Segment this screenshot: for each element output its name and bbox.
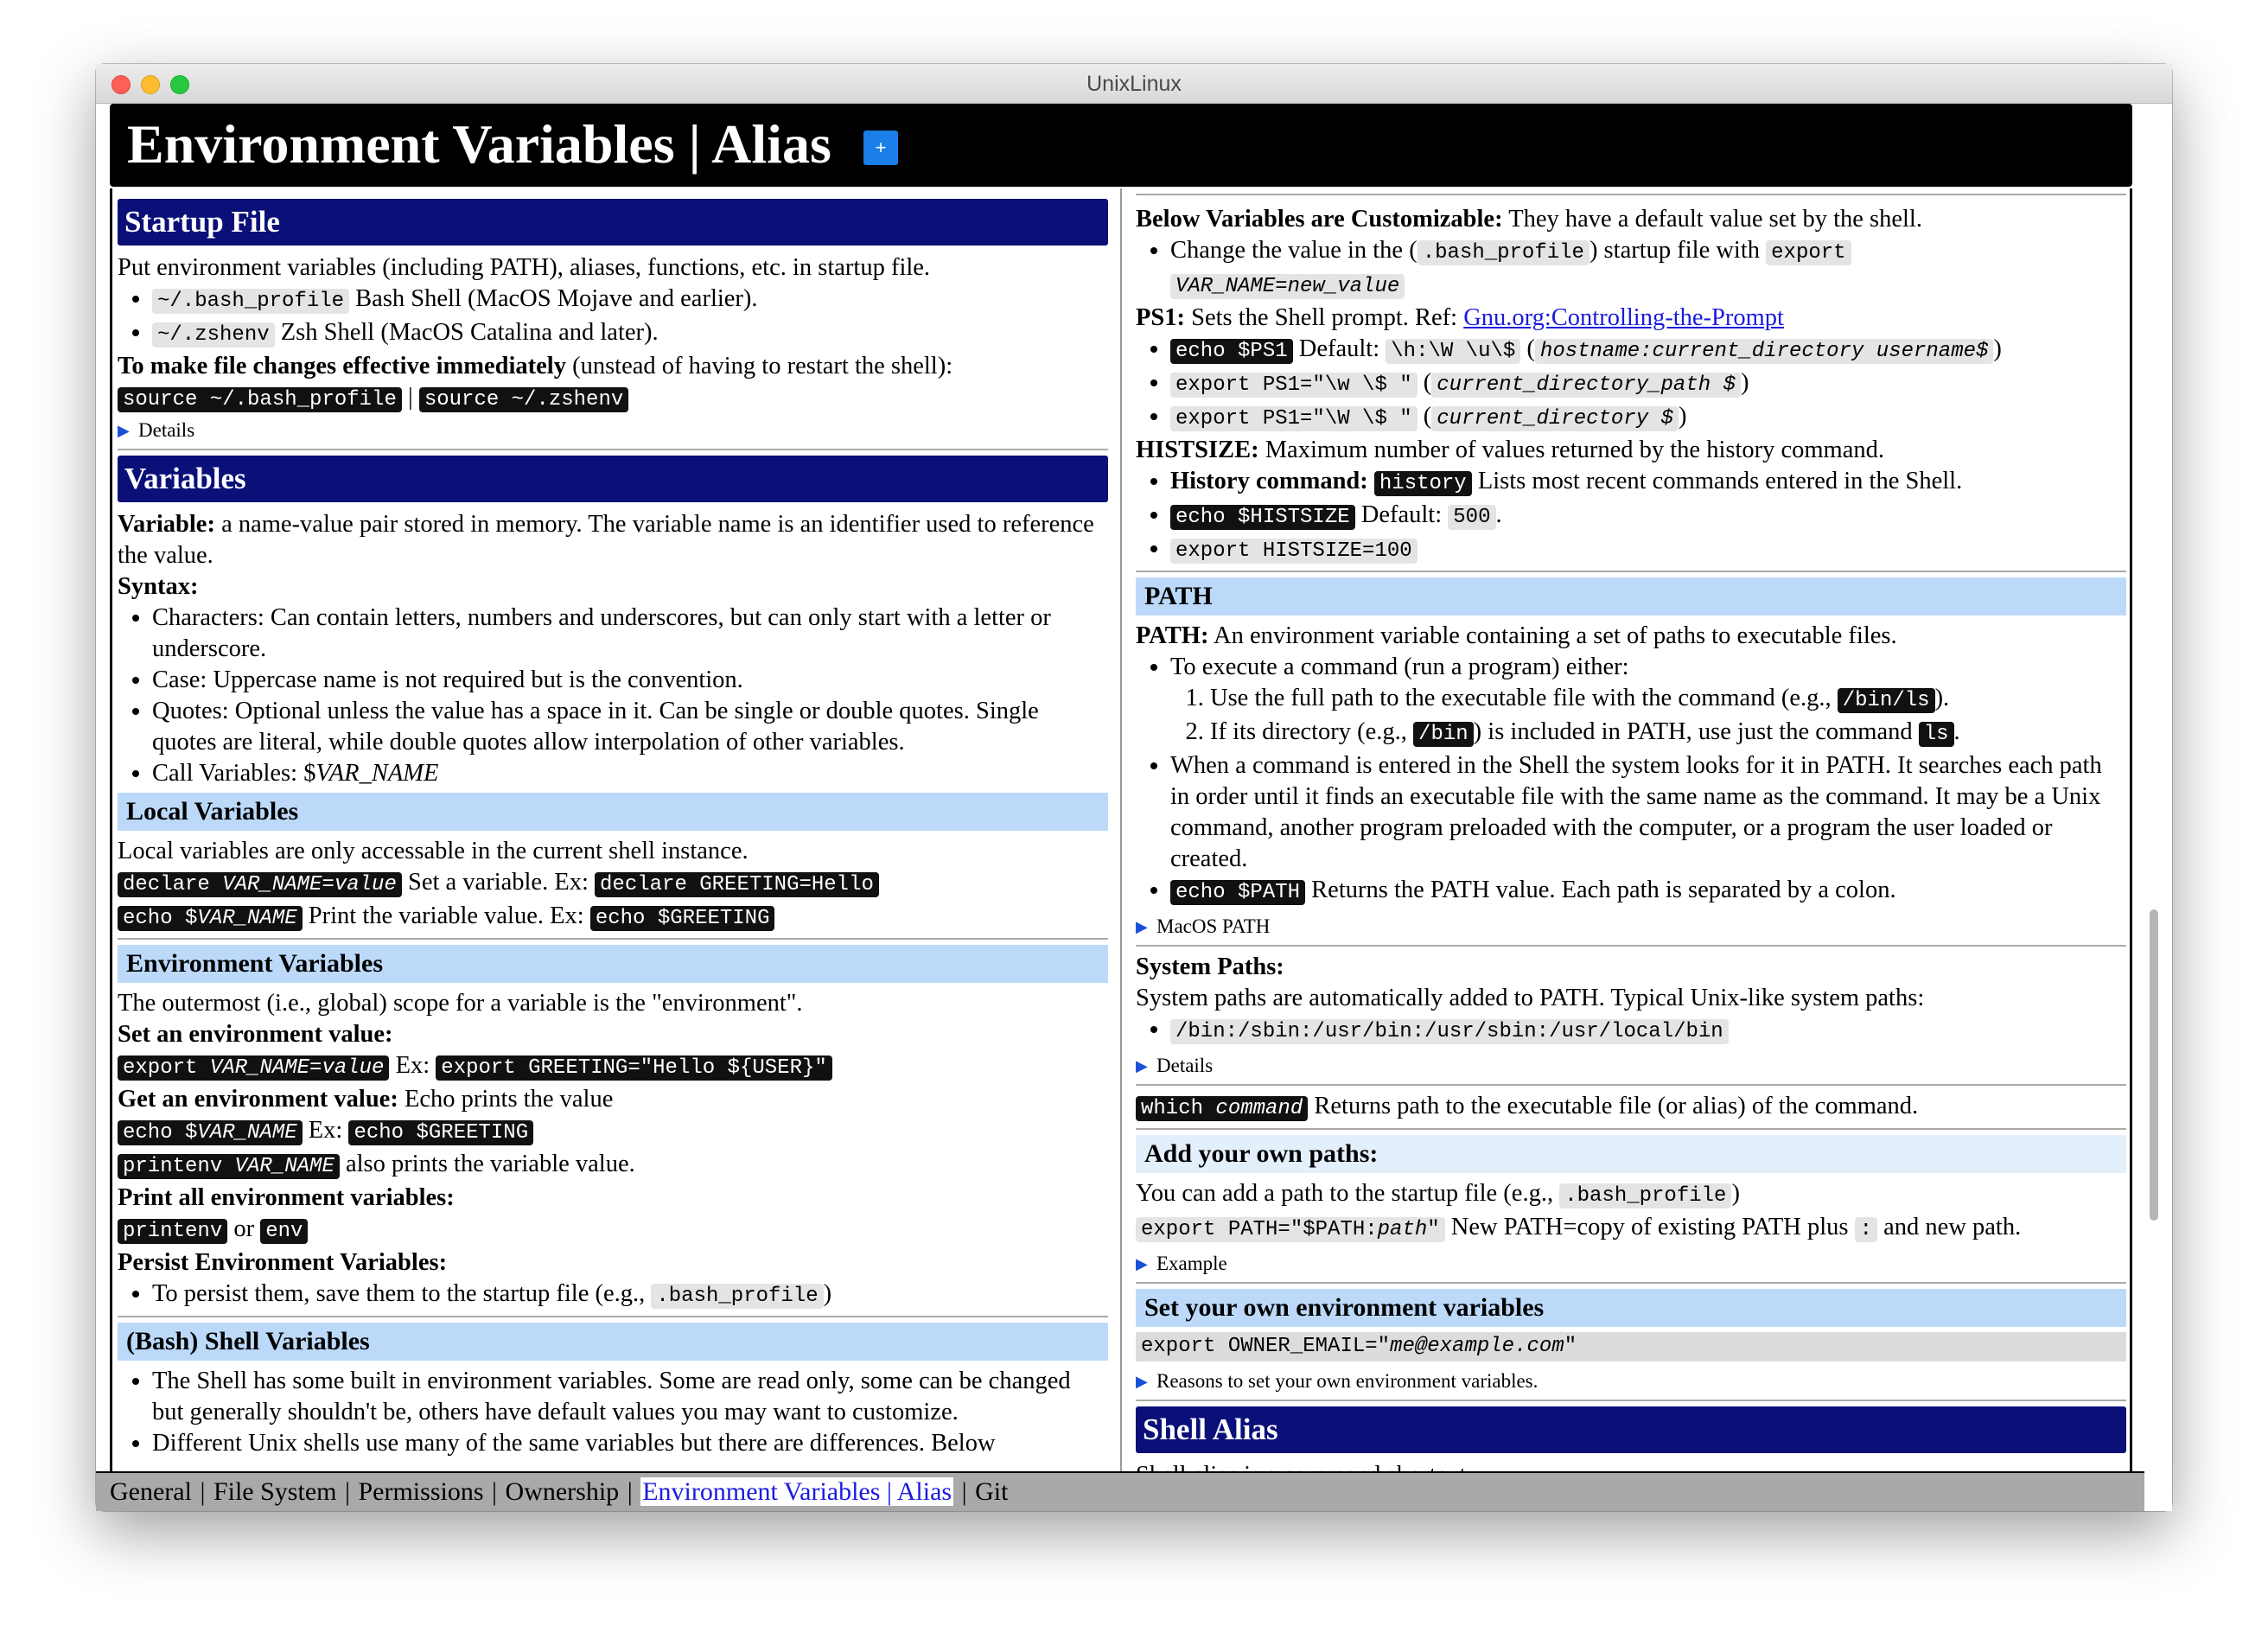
divider xyxy=(1136,1128,2126,1130)
list-item: • export PS1="\W \$ " ( current_directory $ ) xyxy=(1170,401,2126,435)
code-snippet: export HISTSIZE=100 xyxy=(1170,539,1418,564)
command-snippet: which command xyxy=(1136,1096,1308,1121)
divider xyxy=(1136,1400,2126,1401)
code-snippet: ~/.bash_profile xyxy=(152,289,349,314)
printenv-line: printenv VAR_NAME also prints the variable value. xyxy=(118,1149,1108,1183)
section-heading-startup-file: Startup File xyxy=(118,199,1108,246)
persist-label: Persist Environment Variables: xyxy=(118,1249,448,1276)
divider xyxy=(1136,194,2126,195)
exec-steps xyxy=(1170,683,2126,750)
list-item: • Call Variables: $VAR_NAME xyxy=(152,758,1108,789)
command-snippet: /bin/ls xyxy=(1838,688,1935,713)
system-paths-list xyxy=(1136,1014,2126,1048)
command-snippet: printenv VAR_NAME xyxy=(118,1154,340,1179)
left-column xyxy=(118,194,1108,1459)
two-column-layout xyxy=(110,188,2132,1471)
disclosure-triangle-icon: ▶ xyxy=(1136,1057,1148,1075)
gnu-prompt-link[interactable]: Gnu.org:Controlling-the-Prompt xyxy=(1463,304,1784,331)
list-item: • Change the value in the ( .bash_profile ) startup file with export VAR_NAME=new_value xyxy=(1170,235,2126,303)
nav-separator: | xyxy=(961,1477,967,1506)
command-snippet: printenv xyxy=(118,1219,227,1244)
divider xyxy=(1136,1084,2126,1086)
variable-definition: Variable: a name-value pair stored in memory. The variable name is an identifier used to reference the value. xyxy=(118,511,1094,569)
command-snippet: history xyxy=(1374,471,1472,496)
list-item: • To execute a command (run a program) either: 1. Use the full path to the executable file with the command (e.g., /bin/ls ). 2. If its directory (e.g., /bin ) is included in PATH, use just the command ls . xyxy=(1170,652,2126,750)
list-item: • To persist them, save them to the startup file (e.g., .bash_profile ) xyxy=(152,1279,1108,1312)
disclosure-triangle-icon: ▶ xyxy=(1136,1373,1148,1390)
section-heading-variables: Variables xyxy=(118,456,1108,502)
code-snippet: hostname:current_directory username$ xyxy=(1535,339,1993,364)
code-snippet: .bash_profile xyxy=(1418,240,1590,265)
command-snippet: export VAR_NAME=value xyxy=(118,1055,389,1081)
code-snippet: .bash_profile xyxy=(651,1284,823,1309)
code-snippet: current_directory_path $ xyxy=(1431,373,1741,398)
subsection-heading-own-env-vars: Set your own environment variables xyxy=(1136,1289,2126,1327)
effective-note: To make file changes effective immediately (unstead of having to restart the shell): xyxy=(118,353,953,379)
close-window-button[interactable] xyxy=(111,75,131,94)
subsection-heading-local-variables: Local Variables xyxy=(118,793,1108,831)
system-paths-label: System Paths: xyxy=(1136,953,1284,980)
local-intro: Local variables are only accessable in the current shell instance. xyxy=(118,838,749,864)
command-snippet: /bin xyxy=(1413,722,1474,747)
histsize-description: HISTSIZE: Maximum number of values returned by the history command. xyxy=(1136,437,1885,463)
print-all-label: Print all environment variables: xyxy=(118,1184,455,1211)
path-description: PATH: An environment variable containing a set of paths to executable files. xyxy=(1136,622,1897,649)
page-title: Environment Variables | Alias xyxy=(127,113,831,175)
minimize-window-button[interactable] xyxy=(141,75,160,94)
nav-item-permissions[interactable]: Permissions xyxy=(358,1477,484,1506)
command-snippet: echo $GREETING xyxy=(590,906,775,931)
list-item: • Different Unix shells use many of the same variables but there are differences. Below xyxy=(152,1428,1108,1459)
subsection-heading-shell-variables: (Bash) Shell Variables xyxy=(118,1323,1108,1361)
details-toggle[interactable]: ▶ Reasons to set your own environment variables. xyxy=(1136,1367,2126,1396)
code-snippet: export xyxy=(1766,240,1851,265)
command-snippet: echo $HISTSIZE xyxy=(1170,505,1355,530)
command-snippet: echo $PATH xyxy=(1170,880,1305,905)
command-snippet: echo $VAR_NAME xyxy=(118,1120,303,1145)
add-paths-description: You can add a path to the startup file (e.g., .bash_profile ) xyxy=(1136,1180,1740,1208)
nav-separator: | xyxy=(200,1477,206,1506)
command-snippet: echo $VAR_NAME xyxy=(118,906,303,931)
page-content xyxy=(96,104,2172,1511)
nav-item-git[interactable]: Git xyxy=(975,1477,1009,1506)
disclosure-triangle-icon: ▶ xyxy=(1136,918,1148,935)
list-item: • echo $PATH Returns the PATH value. Each path is separated by a colon. xyxy=(1170,875,2126,909)
get-env-line: echo $VAR_NAME Ex: echo $GREETING xyxy=(118,1115,1108,1149)
code-snippet: current_directory $ xyxy=(1431,406,1679,431)
nav-separator: | xyxy=(344,1477,350,1506)
source-commands: source ~/.bash_profile | source ~/.zshenv xyxy=(118,382,1108,416)
code-snippet: \h:\W \u\$ xyxy=(1386,339,1520,364)
subsection-heading-environment-variables: Environment Variables xyxy=(118,945,1108,983)
command-snippet: source ~/.bash_profile xyxy=(118,387,402,412)
syntax-label: Syntax: xyxy=(118,573,199,600)
which-line: which command Returns path to the executable file (or alias) of the command. xyxy=(1136,1091,2126,1125)
divider xyxy=(118,1316,1108,1317)
app-window xyxy=(96,64,2172,1511)
list-item: • Case: Uppercase name is not required but is the convention. xyxy=(152,665,1108,696)
list-item: • Characters: Can contain letters, numbers and underscores, but can only start with a letter or underscore. xyxy=(152,603,1108,665)
details-toggle[interactable]: ▶ Details xyxy=(118,416,1108,445)
divider xyxy=(1136,945,2126,947)
echo-line: echo $VAR_NAME Print the variable value. Ex: echo $GREETING xyxy=(118,901,1108,934)
list-item: • ~/.zshenv Zsh Shell (MacOS Catalina and later). xyxy=(152,317,1108,351)
code-snippet: 500 xyxy=(1448,505,1495,530)
list-item xyxy=(1170,533,2126,567)
nav-item-ownership[interactable]: Ownership xyxy=(505,1477,620,1506)
command-snippet: env xyxy=(260,1219,308,1244)
set-env-label: Set an environment value: xyxy=(118,1021,393,1048)
ps1-description: PS1: Sets the Shell prompt. Ref: Gnu.org:Controlling-the-Prompt xyxy=(1136,304,1784,331)
add-paths-export-line: export PATH="$PATH:path" New PATH=copy of existing PATH plus : and new path. xyxy=(1136,1212,2126,1246)
list-item: 2. If its directory (e.g., /bin ) is included in PATH, use just the command ls . xyxy=(1210,717,2126,750)
title-bar[interactable] xyxy=(96,64,2172,104)
expand-all-button[interactable]: + xyxy=(863,131,898,165)
code-snippet: export PS1="\w \$ " xyxy=(1170,373,1418,398)
histsize-list xyxy=(1136,466,2126,567)
command-snippet: echo $GREETING xyxy=(348,1120,533,1145)
details-toggle[interactable]: ▶ Example xyxy=(1136,1249,2126,1279)
disclosure-triangle-icon: ▶ xyxy=(118,422,130,439)
customizable-list xyxy=(1136,235,2126,303)
code-snippet: .bash_profile xyxy=(1559,1183,1731,1209)
divider xyxy=(118,449,1108,450)
print-all-line: printenv or env xyxy=(118,1214,1108,1247)
startup-intro: Put environment variables (including PATH), aliases, functions, etc. in startup file. xyxy=(118,254,931,281)
ps1-list xyxy=(1136,334,2126,435)
code-snippet: /bin:/sbin:/usr/bin:/usr/sbin:/usr/local/bin xyxy=(1170,1019,1729,1044)
code-snippet: export PS1="\W \$ " xyxy=(1170,406,1418,431)
command-snippet: source ~/.zshenv xyxy=(419,387,628,412)
details-toggle[interactable]: ▶ Details xyxy=(1136,1051,2126,1081)
list-item: 1. Use the full path to the executable file with the command (e.g., /bin/ls ). xyxy=(1210,683,2126,717)
scrollbar-track[interactable] xyxy=(2143,190,2163,1470)
list-item: • ~/.bash_profile Bash Shell (MacOS Mojave and earlier). xyxy=(152,284,1108,317)
command-snippet: echo $PS1 xyxy=(1170,339,1293,364)
list-item: • echo $HISTSIZE Default: 500 . xyxy=(1170,500,2126,533)
code-snippet: ~/.zshenv xyxy=(152,322,275,348)
code-snippet: export PATH="$PATH:path" xyxy=(1136,1217,1445,1242)
subsection-heading-add-paths: Add your own paths: xyxy=(1136,1135,2126,1173)
right-column xyxy=(1136,194,2126,1491)
command-snippet: declare VAR_NAME=value xyxy=(118,872,402,897)
scrollbar-thumb[interactable] xyxy=(2150,909,2158,1221)
command-snippet: ls xyxy=(1919,722,1954,747)
details-toggle[interactable]: ▶ MacOS PATH xyxy=(1136,912,2126,941)
window-title: UnixLinux xyxy=(1086,72,1182,96)
divider xyxy=(1136,1282,2126,1284)
maximize-window-button[interactable] xyxy=(170,75,189,94)
list-item: • Quotes: Optional unless the value has a space in it. Can be single or double quotes. Single quotes are literal, while double quotes allow interpolation of other variables. xyxy=(152,696,1108,758)
command-snippet: declare GREETING=Hello xyxy=(595,872,879,897)
system-paths-description: System paths are automatically added to PATH. Typical Unix-like system paths: xyxy=(1136,985,1925,1011)
list-item: • When a command is entered in the Shell the system looks for it in PATH. It searches each path in order until it finds an executable file with the same name as the command. It may be a Unix command, another program preloaded with the computer, or a program the user loaded or created. xyxy=(1170,750,2126,875)
nav-separator: | xyxy=(492,1477,498,1506)
list-item: • The Shell has some built in environment variables. Some are read only, some can be changed but generally shouldn't be, others have default values you may want to customize. xyxy=(152,1366,1108,1428)
nav-item-file-system[interactable]: File System xyxy=(213,1477,337,1506)
divider xyxy=(1136,571,2126,572)
code-snippet: : xyxy=(1855,1217,1877,1242)
persist-list xyxy=(118,1279,1108,1312)
disclosure-triangle-icon: ▶ xyxy=(1136,1255,1148,1272)
list-item xyxy=(1170,1014,2126,1048)
customizable-intro: Below Variables are Customizable: They have a default value set by the shell. xyxy=(1136,206,1922,233)
nav-separator: | xyxy=(627,1477,633,1506)
nav-item-general[interactable]: General xyxy=(110,1477,192,1506)
code-snippet: VAR_NAME=new_value xyxy=(1170,274,1405,299)
list-item: • History command: history Lists most recent commands entered in the Shell. xyxy=(1170,466,2126,500)
column-divider xyxy=(1120,188,1122,1471)
code-block: export OWNER_EMAIL="me@example.com" xyxy=(1136,1332,2126,1362)
list-item: • export PS1="\w \$ " ( current_directory_path $ ) xyxy=(1170,367,2126,401)
set-env-line: export VAR_NAME=value Ex: export GREETING="Hello ${USER}" xyxy=(118,1050,1108,1084)
nav-item-environment-variables[interactable]: Environment Variables | Alias xyxy=(642,1477,952,1506)
page-header xyxy=(110,104,2132,187)
startup-file-list xyxy=(118,284,1108,351)
subsection-heading-path: PATH xyxy=(1136,577,2126,615)
env-intro: The outermost (i.e., global) scope for a variable is the "environment". xyxy=(118,990,803,1017)
get-env-label: Get an environment value: Echo prints the value xyxy=(118,1086,614,1113)
divider xyxy=(118,938,1108,940)
section-heading-shell-alias: Shell Alias xyxy=(1136,1406,2126,1453)
shell-variables-list xyxy=(118,1366,1108,1459)
declare-line: declare VAR_NAME=value Set a variable. Ex: declare GREETING=Hello xyxy=(118,867,1108,901)
bottom-nav xyxy=(96,1471,2144,1511)
list-item: • echo $PS1 Default: \h:\W \u\$ ( hostname:current_directory username$ ) xyxy=(1170,334,2126,367)
syntax-list xyxy=(118,603,1108,789)
path-list xyxy=(1136,652,2126,909)
command-snippet: export GREETING="Hello ${USER}" xyxy=(436,1055,831,1081)
